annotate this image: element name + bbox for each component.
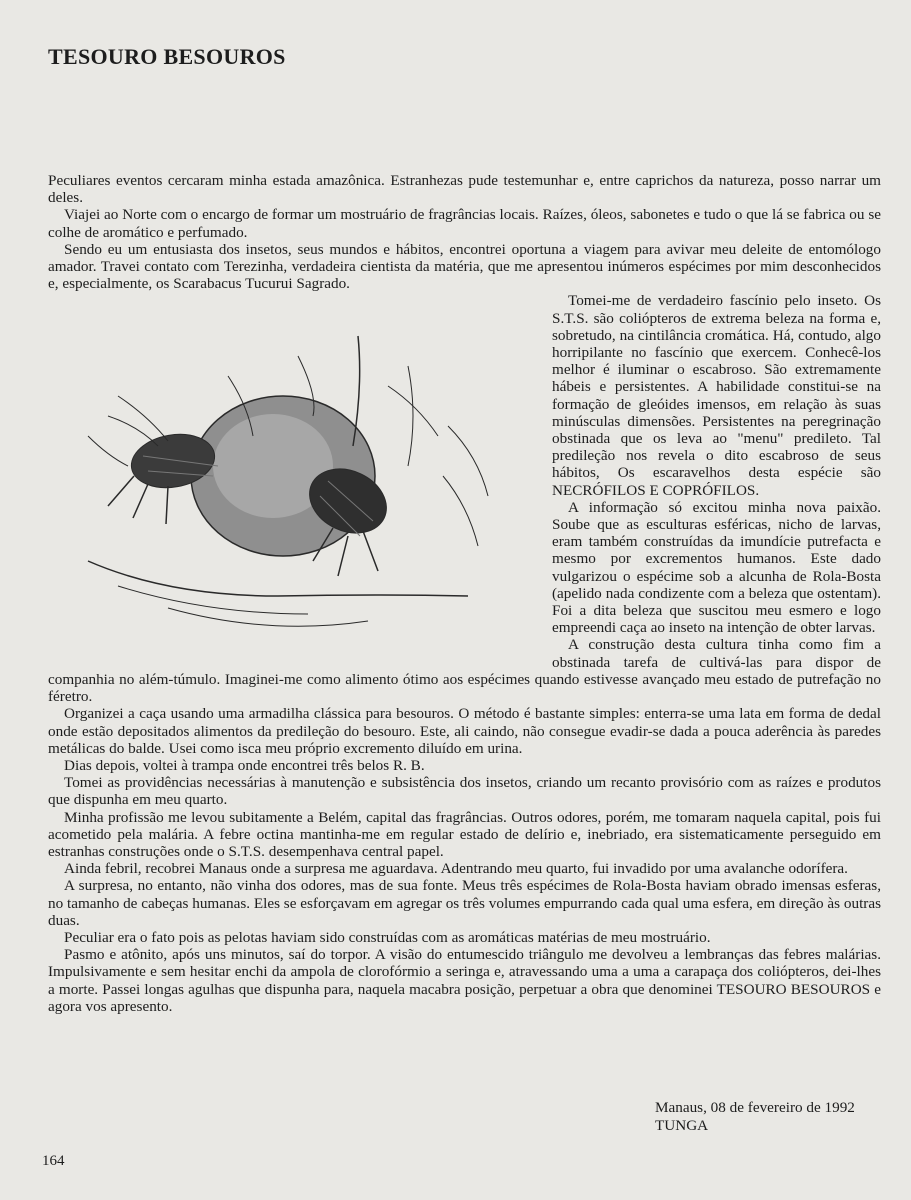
paragraph-10: Minha profissão me levou subitamente a Belém, capital das fragrâncias. Outros odores, porém, me tomaram naquela capital, pois fui acometido pela malária. A febre octina mantinha-me em regular estado de delírio e, inebriado, era sistematicamente perseguido em estranhas construções onde o S.T.S. desempenhava central papel. — [48, 808, 881, 860]
paragraph-11: Ainda febril, recobrei Manaus onde a surpresa me aguardava. Adentrando meu quarto, fui invadido por uma avalanche odorífera. — [64, 860, 848, 878]
paragraph-5: A informação só excitou minha nova paixão. Soube que as esculturas esféricas, nicho de larvas, eram também construídas da imundície putrefacta e mesmo por excrementos humanos. Este dado vulgarizou o espécime sob a alcunha de Rola-Bosta (apelido nada condizente com a beleza que ostentam). Foi a dita beleza que suscitou meu esmero e logo empreendi caça ao inseto na intenção de obter larvas. — [552, 498, 881, 637]
paragraph-2: Viajei ao Norte com o encargo de formar um mostruário de fragrâncias locais. Raízes, óleos, sabonetes e tudo o que lá se fabrica ou se colhe de aromático e perfumado. — [48, 206, 881, 241]
paragraph-12: A surpresa, no entanto, não vinha dos odores, mas de sua fonte. Meus três espécimes de Rola-Bosta haviam obrado imensas esferas, no tamanho de cabeças humanas. Eles se esforçavam em agregar os três volumes empurrando cada qual uma esfera, em direção às outras duas. — [48, 877, 881, 929]
paragraph-9: Tomei as providências necessárias à manutenção e subsistência dos insetos, criando um recanto provisório com as raízes e produtos que dispunha em meu quarto. — [48, 774, 881, 809]
page-number: 164 — [42, 1153, 65, 1169]
beetle-illustration — [48, 296, 544, 654]
signoff — [655, 1099, 855, 1135]
paragraph-3: Sendo eu um entusiasta dos insetos, seus mundos e hábitos, encontrei oportuna a viagem para avivar meu deleite de entomólogo amador. Travei contato com Terezinha, verdadeira cientista da matéria, que me apresentou inúmeros espécimes por mim desconhecidos e, especialmente, os Scarabacus Tucurui Sagrado. — [48, 240, 881, 293]
signoff-author: TUNGA — [655, 1117, 709, 1134]
paragraph-14: Pasmo e atônito, após uns minutos, saí do torpor. A visão do entumescido triângulo me devolveu a lembranças das febres malárias. Impulsivamente e sem hesitar enchi da ampola de clorofórmio a seringa e, atravessando uma a uma a carapaça dos coliópteros, dei-lhes a morte. Passei longas agulhas que dispunha para, naquela macabra posição, perpetuar a obra que denominei TESOURO BESOUROS e agora vos apresento. — [48, 946, 881, 1015]
paragraph-13: Peculiar era o fato pois as pelotas haviam sido construídas com as aromáticas matérias de meu mostruário. — [64, 928, 711, 946]
article-body — [48, 172, 881, 1015]
paragraph-1: Peculiares eventos cercaram minha estada amazônica. Estranhezas pude testemunhar e, entre caprichos da natureza, posso narrar um deles. — [48, 172, 881, 207]
paragraph-8: Dias depois, voltei à trampa onde encontrei três belos R. B. — [64, 756, 425, 774]
scarab-beetle-engraving-icon — [48, 296, 544, 654]
page-title: TESOURO BESOUROS — [48, 44, 286, 69]
paragraph-4: Tomei-me de verdadeiro fascínio pelo inseto. Os S.T.S. são coliópteros de extrema beleza na forma e, sobretudo, na cintilância cromática. Há, contudo, algo horripilante no fascínio que exercem. Conhecê-los melhor é iluminar o escabroso. São extremamente hábeis e persistentes. A habilidade constitui-se na formação de gleóides imensos, em relação às suas minúsculas dimensões. Persistentes na peregrinação obstinada que os leva ao "menu" predileto. Tal predileção nos revela o dito escabroso de seus hábitos, Os escaravelhos desta espécie são NECRÓFILOS E COPRÓFILOS. — [552, 292, 881, 499]
paragraph-6: A construção desta cultura tinha como fim a obstinada tarefa de cultivá-las para dispor de companhia no além-túmulo. Imaginei-me como alimento ótimo aos espécimes quando estivesse avançado meu estado de putrefação no féretro. — [48, 636, 881, 706]
signoff-place-date: Manaus, 08 de fevereiro de 1992 — [655, 1099, 855, 1116]
paragraph-7: Organizei a caça usando uma armadilha clássica para besouros. O método é bastante simples: enterra-se uma lata em forma de dedal onde estão depositados alimentos da predileção do besouro. Este, ali caindo, não consegue evadir-se dada a pouca aderência às paredes metálicas do balde. Usei como isca meu próprio excremento diluído em urina. — [48, 705, 881, 757]
